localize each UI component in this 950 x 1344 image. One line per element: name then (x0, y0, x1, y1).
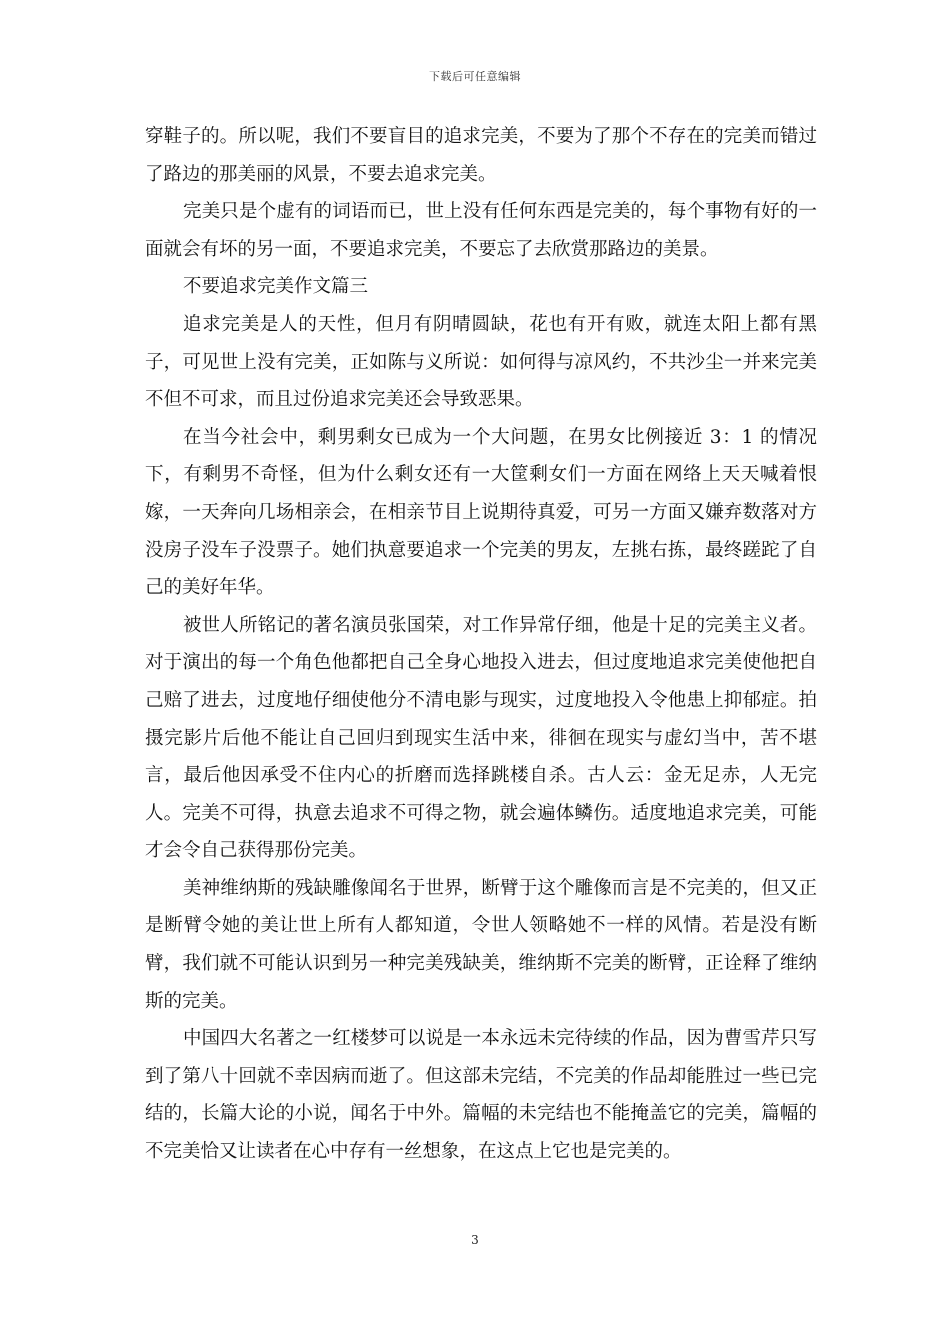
document-body (145, 118, 817, 1171)
paragraph: 中国四大名著之一红楼梦可以说是一本永远未完待续的作品，因为曹雪芹只写到了第八十回就不幸因病而逝了。但这部未完结，不完美的作品却能胜过一些已完结的，长篇大论的小说，闻名于中外。篇幅的未完结也不能掩盖它的完美，篇幅的不完美恰又让读者在心中存有一丝想象，在这点上它也是完美的。 (145, 1028, 817, 1163)
page-footer (0, 1233, 950, 1247)
paragraph: 在当今社会中，剩男剩女已成为一个大问题，在男女比例接近 3：1 的情况下，有剩男不奇怪，但为什么剩女还有一大筐剩女们一方面在网络上天天喊着恨嫁，一天奔向几场相亲会，在相亲节目上说期待真爱，可另一方面又嫌弃数落对方没房子没车子没票子。她们执意要追求一个完美的男友，左挑右拣，最终蹉跎了自己的美好年华。 (145, 426, 817, 599)
paragraph: 完美只是个虚有的词语而已，世上没有任何东西是完美的，每个事物有好的一面就会有坏的另一面，不要追求完美，不要忘了去欣赏那路边的美景。 (145, 201, 817, 260)
page-header (0, 68, 950, 84)
section-heading: 不要追求完美作文篇三 (183, 276, 369, 298)
paragraph-continuation: 穿鞋子的。所以呢，我们不要盲目的追求完美，不要为了那个不存在的完美而错过了路边的那美丽的风景，不要去追求完美。 (145, 126, 817, 185)
paragraph: 追求完美是人的天性，但月有阴晴圆缺，花也有开有败，就连太阳上都有黑子，可见世上没有完美，正如陈与义所说：如何得与凉风约，不共沙尘一并来完美不但不可求，而且过份追求完美还会导致恶果。 (145, 313, 817, 411)
paragraph: 被世人所铭记的著名演员张国荣，对工作异常仔细，他是十足的完美主义者。对于演出的每一个角色他都把自己全身心地投入进去，但过度地追求完美使他把自己赔了进去，过度地仔细使他分不清电影与现实，过度地投入令他患上抑郁症。拍摄完影片后他不能让自己回归到现实生活中来，徘徊在现实与虚幻当中，苦不堪言，最后他因承受不住内心的折磨而选择跳楼自杀。古人云：金无足赤，人无完人。完美不可得，执意去追求不可得之物，就会遍体鳞伤。适度地追求完美，可能才会令自己获得那份完美。 (145, 614, 817, 862)
header-note: 下载后可任意编辑 (429, 70, 521, 83)
paragraph: 美神维纳斯的残缺雕像闻名于世界，断臂于这个雕像而言是不完美的，但又正是断臂令她的美让世上所有人都知道，令世人领略她不一样的风情。若是没有断臂，我们就不可能认识到另一种完美残缺美，维纳斯不完美的断臂，正诠释了维纳斯的完美。 (145, 877, 817, 1012)
page-number: 3 (471, 1233, 479, 1247)
